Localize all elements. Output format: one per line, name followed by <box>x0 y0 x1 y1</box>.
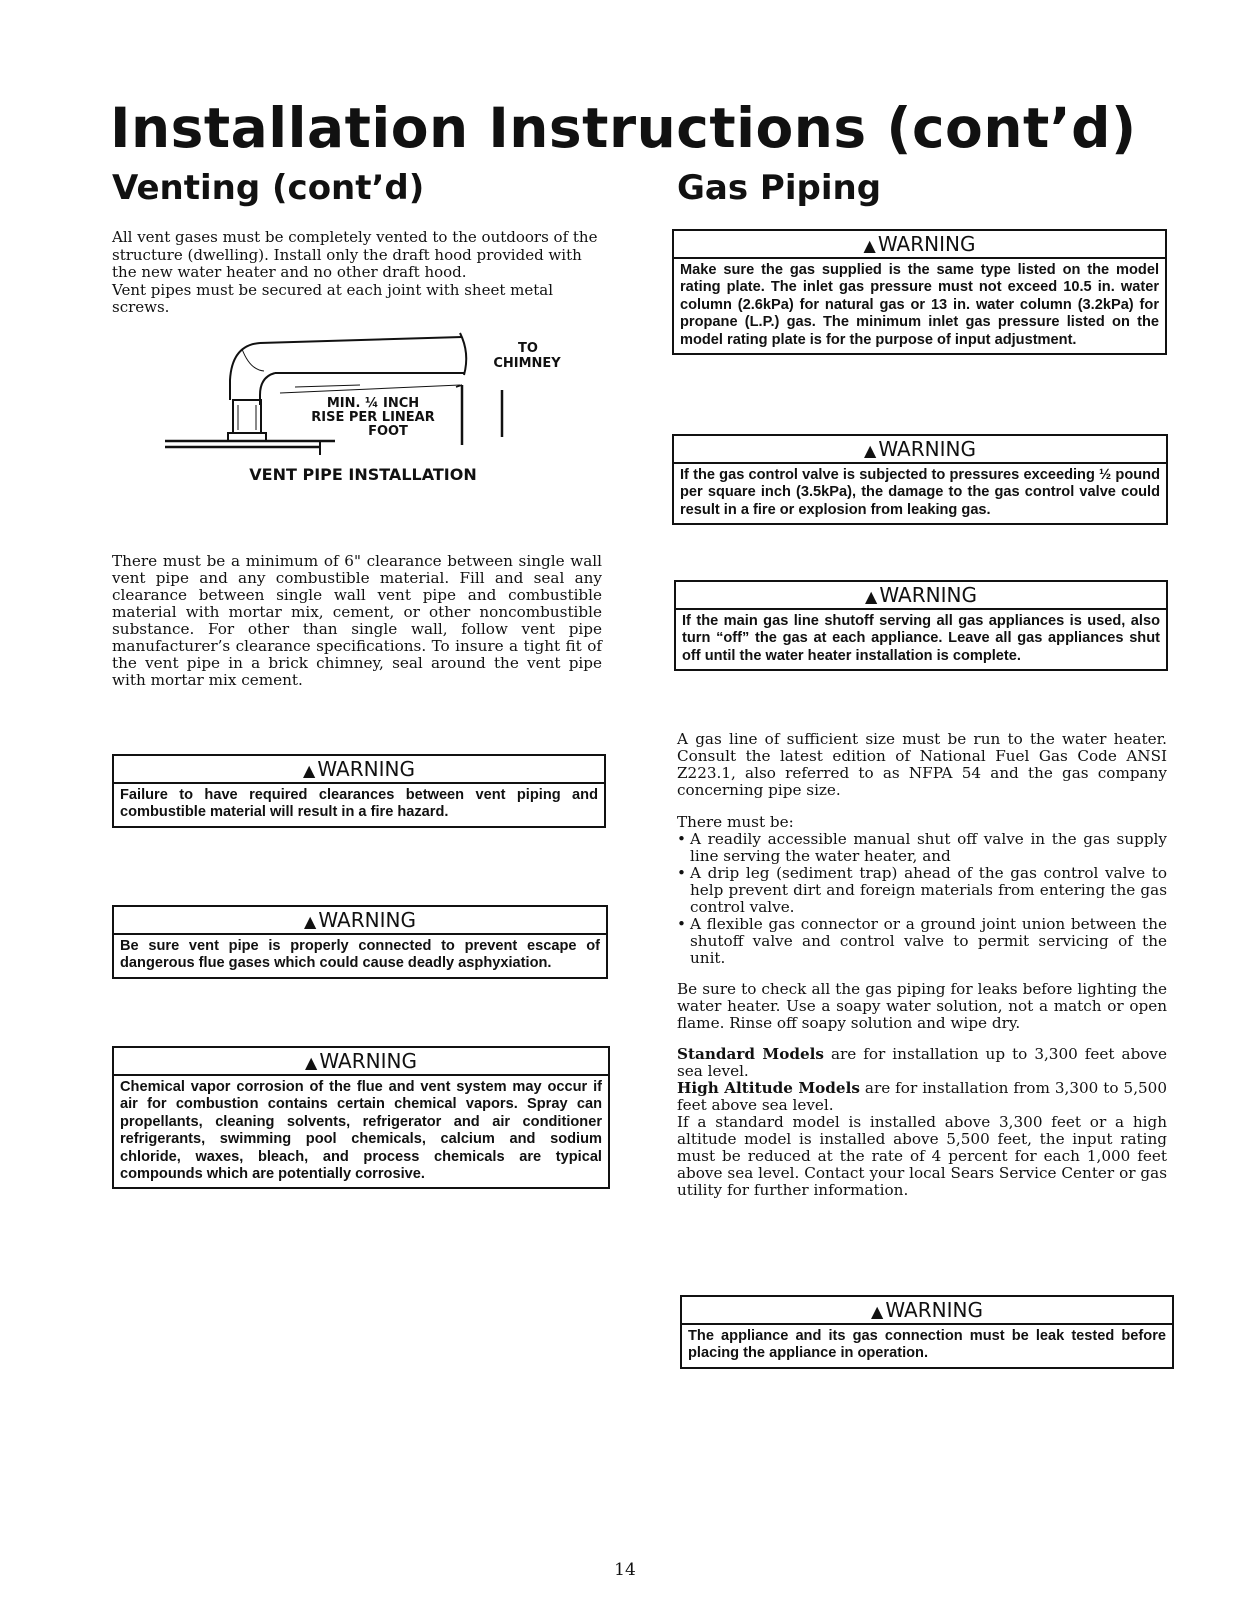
page-number: 14 <box>614 1560 636 1580</box>
diagram-label-rise: RISE PER LINEAR <box>311 410 435 425</box>
warning-text: Chemical vapor corrosion of the flue and vent system may occur if air for combustion contains certain chemical vapors. Spray can propellants, cleaning solvents, refrigerator and air conditioner refrigerants, swimming pool chemicals, calcium and sodium chloride, waxes, bleach, and process chemicals are typical compounds which are potentially corrosive. <box>120 1079 602 1183</box>
gas-piping-body <box>677 731 1167 1199</box>
warning-title: WARNING <box>318 908 416 932</box>
gas-warning-3 <box>674 580 1168 671</box>
warning-title: WARNING <box>879 583 977 607</box>
venting-warning-2 <box>112 905 608 979</box>
diagram-label-chimney: CHIMNEY <box>493 356 561 371</box>
draft-hood <box>233 400 261 433</box>
warning-triangle-icon: ▲ <box>305 1053 318 1072</box>
diagram-label-min: MIN. ¼ INCH <box>326 396 420 411</box>
warning-header <box>114 907 606 935</box>
page-title: Installation Instructions (cont’d) <box>110 96 1137 160</box>
venting-intro-line: the new water heater and no other draft hood. <box>112 263 467 281</box>
warning-title: WARNING <box>877 232 976 256</box>
warning-header <box>674 231 1165 259</box>
standard-models-text <box>677 1046 1167 1080</box>
warning-triangle-icon: ▲ <box>865 587 878 606</box>
vent-pipe-top-edge <box>260 337 462 343</box>
warning-header <box>114 756 604 784</box>
warning-header <box>676 582 1166 610</box>
gas-warning-4 <box>680 1295 1174 1369</box>
high-altitude-text <box>677 1080 1167 1114</box>
venting-warning-1 <box>112 754 606 828</box>
warning-triangle-icon: ▲ <box>864 441 877 460</box>
diagram-label-to: TO <box>518 341 538 356</box>
warning-text: If the gas control valve is subjected to pressures exceeding ½ pound per square inch (3.5kPa), the damage to the gas control valve could result in a fire or explosion from leaking gas. <box>680 467 1160 518</box>
clearance-paragraph <box>112 553 602 689</box>
warning-header <box>114 1048 608 1076</box>
warning-text: If the main gas line shutoff serving all gas appliances is used, also turn “off” the gas at each appliance. Leave all gas appliances shut off until the water heater installation is complete. <box>682 613 1160 664</box>
warning-text: Be sure vent pipe is properly connected to prevent escape of dangerous flue gases which could cause deadly asphyxiation. <box>120 938 600 972</box>
gas-warning-2 <box>672 434 1168 525</box>
vent-pipe-end <box>460 333 466 375</box>
standard-models-label: Standard Models <box>677 1045 824 1063</box>
derate-text: If a standard model is installed above 3,300 feet or a high altitude model is installed above 5,500 feet, the input rating must be reduced at the rate of 4 percent for each 1,000 feet above sea level. Contact your local Sears Service Center or gas utility for further information. <box>677 1113 1167 1199</box>
warning-text: Failure to have required clearances between vent piping and combustible material will result in a fire hazard. <box>120 787 598 821</box>
list-item: • A drip leg (sediment trap) ahead of the gas control valve to help prevent dirt and foreign materials from entering the gas control valve. <box>677 865 1167 916</box>
gas-piping-heading: Gas Piping <box>677 168 882 208</box>
warning-title: WARNING <box>317 757 415 781</box>
warning-triangle-icon: ▲ <box>304 912 317 931</box>
venting-intro <box>112 229 602 317</box>
venting-intro-line: Vent pipes must be secured at each joint with sheet metal screws. <box>112 280 554 316</box>
warning-triangle-icon: ▲ <box>863 236 876 255</box>
warning-triangle-icon: ▲ <box>871 1302 884 1321</box>
list-item: • A readily accessible manual shut off valve in the gas supply line serving the water heater, and <box>677 831 1167 865</box>
warning-title: WARNING <box>319 1049 417 1073</box>
warning-title: WARNING <box>885 1298 983 1322</box>
leak-check-text: Be sure to check all the gas piping for leaks before lighting the water heater. Use a soapy water solution, not a match or open flame. Rinse off soapy solution and wipe dry. <box>677 980 1167 1032</box>
gas-warning-1 <box>672 229 1167 355</box>
warning-header <box>674 436 1166 464</box>
warning-text: The appliance and its gas connection must be leak tested before placing the appliance in operation. <box>688 1328 1166 1362</box>
warning-triangle-icon: ▲ <box>303 761 316 780</box>
there-must-be-text: There must be: <box>677 813 794 831</box>
warning-text: Make sure the gas supplied is the same type listed on the model rating plate. The inlet gas pressure must not exceed 10.5 in. water column (2.6kPa) for natural gas or 13 in. water column (3.2kPa) for propane (L.P.) gas. The minimum inlet gas pressure listed on the model rating plate is for the purpose of input adjustment. <box>680 262 1159 348</box>
venting-intro-line: structure (dwelling). Install only the draft hood provided with <box>112 245 582 264</box>
diagram-caption: VENT PIPE INSTALLATION <box>249 465 477 484</box>
warning-header <box>682 1297 1172 1325</box>
list-item: • A flexible gas connector or a ground joint union between the shutoff valve and control valve to permit servicing of the unit. <box>677 916 1167 967</box>
requirements-list <box>677 831 1167 967</box>
elbow-outer <box>230 343 260 400</box>
venting-warning-3 <box>112 1046 610 1189</box>
warning-title: WARNING <box>878 437 976 461</box>
high-altitude-label: High Altitude Models <box>677 1079 860 1097</box>
elbow-inner <box>260 373 275 405</box>
standard-models-desc: are for installation up to 3,300 feet above sea level. <box>677 1045 1167 1080</box>
diagram-label-foot: FOOT <box>368 424 408 439</box>
venting-heading: Venting (cont’d) <box>112 168 425 208</box>
gas-line-text: A gas line of sufficient size must be run to the water heater. Consult the latest edition of National Fuel Gas Code ANSI Z223.1, also referred to as NFPA 54 and the gas company concerning pipe size. <box>677 730 1167 799</box>
clearance-text: There must be a minimum of 6" clearance between single wall vent pipe and any combustible material. Fill and seal any clearance between single wall vent pipe and combustible material with mortar mix, cement, or other noncombustible substance. For other than single wall, follow vent pipe manufacturer’s clearance specifications. To insure a tight fit of the vent pipe in a brick chimney, seal around the vent pipe with mortar mix cement. <box>112 552 602 689</box>
venting-intro-line: All vent gases must be completely vented to the outdoors of the <box>112 228 598 246</box>
high-altitude-desc: are for installation from 3,300 to 5,500 feet above sea level. <box>677 1079 1168 1114</box>
